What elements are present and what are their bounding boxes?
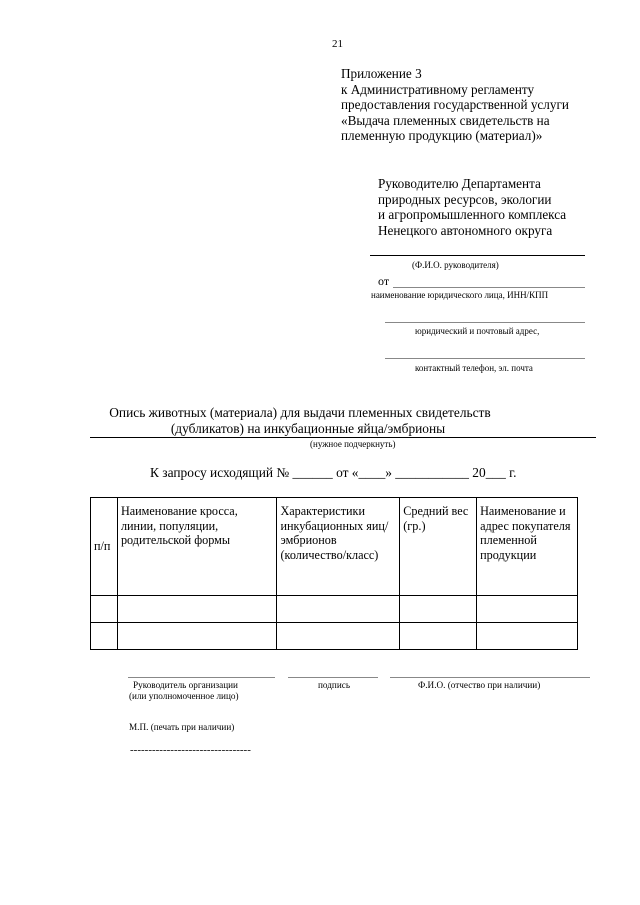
table-cell xyxy=(477,623,578,650)
header-cell-number: п/п xyxy=(91,498,118,596)
table-cell xyxy=(117,596,277,623)
annex-line: «Выдача племенных свидетельств на xyxy=(341,112,550,128)
table-cell xyxy=(400,623,477,650)
table-cell xyxy=(277,623,400,650)
request-line: К запросу исходящий № ______ от «____» ___________ 20___ г. xyxy=(150,465,517,480)
addressee-line: Ненецкого автономного округа xyxy=(378,222,553,238)
contact-caption: контактный телефон, эл. почта xyxy=(415,363,533,373)
name-signature-line xyxy=(390,677,590,678)
table-cell xyxy=(91,623,118,650)
header-cell-characteristics: Характеристики инкубационных яиц/эмбрионов (количество/класс) xyxy=(277,498,400,596)
table-cell xyxy=(277,596,400,623)
title-underline xyxy=(90,437,596,438)
separator-dashes: --------------------------------- xyxy=(130,744,251,756)
table-cell xyxy=(91,596,118,623)
annex-header xyxy=(341,66,569,144)
head-name-underline xyxy=(370,255,585,256)
sign-caption: подпись xyxy=(318,680,351,690)
name-caption: Ф.И.О. (отчество при наличии) xyxy=(418,680,541,690)
header-cell-buyer: Наименование и адрес покупателя племенной продукции xyxy=(477,498,578,596)
head-caption: Руководитель организации xyxy=(133,680,238,690)
annex-line: Приложение 3 xyxy=(341,66,422,81)
document-title xyxy=(0,405,640,436)
title-line-1: Опись животных (материала) для выдачи племенных свидетельств xyxy=(109,405,491,420)
header-cell-cross-name: Наименование кросса, линии, популяции, родительской формы xyxy=(117,498,277,596)
addressee-line: природных ресурсов, экологии xyxy=(378,191,552,207)
table-cell xyxy=(477,596,578,623)
annex-line: племенную продукцию (материал)» xyxy=(341,128,543,143)
addressee-line: Руководителю Департамента xyxy=(378,176,541,191)
signature-line xyxy=(288,677,378,678)
table-cell xyxy=(117,623,277,650)
addressee-line: и агропромышленного комплекса xyxy=(378,207,567,222)
head-name-caption: (Ф.И.О. руководителя) xyxy=(412,260,499,270)
address-underline xyxy=(385,322,585,323)
annex-line: к Административному регламенту xyxy=(341,81,535,97)
table-cell xyxy=(400,596,477,623)
contact-underline xyxy=(385,358,585,359)
table-header-row xyxy=(91,498,578,596)
addressee-block xyxy=(378,176,566,238)
legal-entity-caption: наименование юридического лица, ИНН/КПП xyxy=(371,290,549,300)
inventory-table xyxy=(90,497,578,650)
annex-line: предоставления государственной услуги xyxy=(341,97,569,112)
title-line-2: (дубликатов) на инкубационные яйца/эмбрионы xyxy=(170,420,446,436)
table-row xyxy=(91,623,578,650)
title-hint: (нужное подчеркнуть) xyxy=(310,439,396,449)
stamp-caption: М.П. (печать при наличии) xyxy=(129,722,235,732)
head-caption-2: (или уполномоченное лицо) xyxy=(129,691,239,701)
address-caption: юридический и почтовый адрес, xyxy=(415,326,540,336)
from-label: от xyxy=(378,274,390,288)
header-cell-avg-weight: Средний вес (гр.) xyxy=(400,498,477,596)
head-signature-line xyxy=(128,677,275,678)
from-underline xyxy=(393,287,585,288)
table-row xyxy=(91,596,578,623)
page-number: 21 xyxy=(332,38,343,50)
